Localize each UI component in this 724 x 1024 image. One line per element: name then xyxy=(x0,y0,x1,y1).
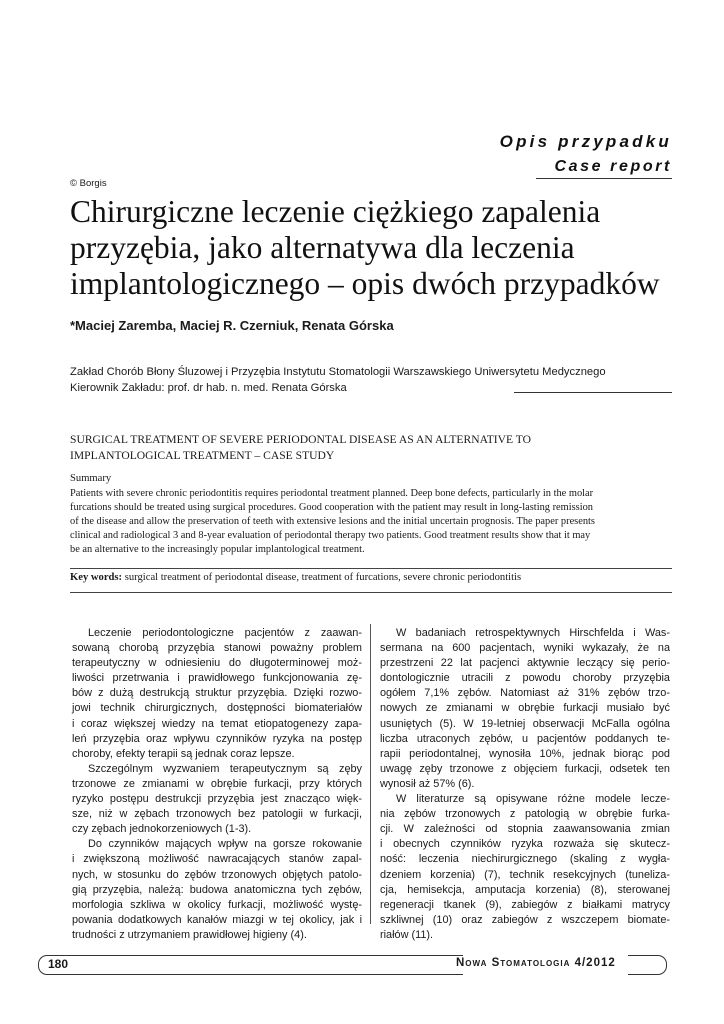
body-line: morfologia szkliwa w okolicy furkacji, możliwość wystę- xyxy=(72,898,362,911)
english-title-line: SURGICAL TREATMENT OF SEVERE PERIODONTAL DISEASE AS AN ALTERNATIVE TO xyxy=(70,433,532,446)
affiliation-divider xyxy=(514,392,672,393)
footer-frame-right xyxy=(628,955,667,975)
body-line: Szczególnym wyzwaniem terapeutycznym są zęby xyxy=(88,762,362,775)
title-line: Chirurgiczne leczenie ciężkiego zapalenia xyxy=(70,194,601,229)
body-line: cja, hemisekcja, amputacja korzenia) (8), sterowanej xyxy=(380,883,670,896)
keywords xyxy=(70,572,521,583)
affiliation-line: Kierownik Zakładu: prof. dr hab. n. med. Renata Górska xyxy=(70,382,347,394)
affiliation-line: Zakład Chorób Błony Śluzowej i Przyzębia Instytutu Stomatologii Warszawskiego Uniwersytetu Medycznego xyxy=(70,366,606,378)
summary-text xyxy=(70,487,675,557)
body-line: ność: leczenia niechirurgicznego (skaling z wygła- xyxy=(380,853,670,866)
body-line: terapeutyczny w odniesieniu do długoterminowej moż- xyxy=(72,657,362,670)
article-title xyxy=(70,194,690,302)
body-line: choroby, efekty terapii są jednak coraz lepsze. xyxy=(72,747,295,760)
body-line: Leczenie periodontologiczne pacjentów z zaawan- xyxy=(88,627,362,639)
body-line: usuniętych (5). W 19-letniej obserwacji McFalla ogólna xyxy=(380,717,670,730)
body-line: rapii periodontalnej, wynosiła 10%, jednak biorąc pod xyxy=(380,747,670,760)
body-line: sermana na 600 pacjentach, wyniki wykazały, że na xyxy=(380,642,670,655)
title-line: przyzębia, jako alternatywa dla leczenia xyxy=(70,230,575,265)
body-line: nych, w stosunku do zębów trzonowych objętych patolo- xyxy=(72,868,362,881)
body-line: powania dodatkowych kanałów miazgi w tej okolicy, jak i xyxy=(72,913,362,926)
section-label-polish: Opis przypadku xyxy=(499,132,672,151)
english-title-line: IMPLANTOLOGICAL TREATMENT – CASE STUDY xyxy=(70,449,335,462)
body-line: W literaturze są opisywane różne modele lecze- xyxy=(396,793,670,806)
body-line: sze, niż w zębach trzonowych bez patologii w furkacji, xyxy=(72,808,362,821)
english-title xyxy=(70,432,670,464)
body-line: i obecnych czynników ryzyka rozważa się skutecz- xyxy=(380,838,670,851)
body-line: dontologicznie utracili z powodu choroby przyzębia xyxy=(380,672,670,685)
body-line: cji. W zależności od stopnia zaawansowania zmian xyxy=(380,823,670,836)
summary-line: of the disease and allow the preservation of teeth with extensive lesions and the initial uncertain prognosis. The paper presents xyxy=(70,516,595,527)
body-line: liwości przetrwania i prawidłowego funkcjonowania zę- xyxy=(72,672,362,685)
summary-line: be an alternative to the increasingly popular implantological treatment. xyxy=(70,544,365,555)
body-line: dzeniem korzenia) (7), technik resekcyjnych (tuneliza- xyxy=(380,868,670,881)
body-line: Do czynników mających wpływ na gorsze rokowanie xyxy=(88,838,362,851)
body-line: uwagę zęby trzonowe z objęciem furkacji, odsetek ten xyxy=(380,762,670,775)
summary-label: Summary xyxy=(70,473,112,484)
journal-name: Nowa Stomatologia 4/2012 xyxy=(452,957,620,969)
body-line: riałów (11). xyxy=(380,928,434,941)
body-line: leń przyzębia oraz wpływu czynników ryzyka na postęp xyxy=(72,732,362,745)
body-line: jowi technik chirurgicznych, dostępności biomateriałów xyxy=(72,702,362,715)
body-line: gią przyzębia, należą: budowa anatomiczna tych zębów, xyxy=(72,883,362,896)
body-line: nia zębów trzonowych z patologią w obrębie furka- xyxy=(380,808,670,821)
authors: *Maciej Zaremba, Maciej R. Czerniuk, Renata Górska xyxy=(70,318,394,333)
footer-frame-left xyxy=(38,955,463,975)
summary-line: furcations should be treated using surgical procedures. Good cooperation with the patient may result in long-lasting remission xyxy=(70,502,593,513)
body-line: ryzyko postępu destrukcji przyzębia jest znacząco więk- xyxy=(72,793,362,806)
page-number: 180 xyxy=(48,957,69,971)
body-line: wynosił aż 57% (6). xyxy=(380,777,475,790)
column-divider xyxy=(370,624,371,924)
body-line: regeneracji tkanek (9), zabiegów z białkami matrycy xyxy=(380,898,670,911)
body-line: bów z dużą destrukcją struktur przyzębia. Dzięki rozwo- xyxy=(72,687,362,700)
keywords-bottom-rule xyxy=(70,592,672,593)
body-line: i coraz większej wiedzy na temat etiopatogenezy zapa- xyxy=(72,717,362,730)
keywords-top-rule xyxy=(70,568,672,569)
body-line: i zwiększoną możliwość nawracających stanów zapal- xyxy=(72,853,362,866)
body-column-left xyxy=(72,626,362,943)
body-line: liczba utraconych zębów, u pacjentów poddanych te- xyxy=(380,732,670,745)
title-line: implantologicznego – opis dwóch przypadków xyxy=(70,266,660,301)
body-line: trudności z utrzymaniem prawidłowej higieny (4). xyxy=(72,928,307,941)
body-line: przestrzeni 22 lat pacjenci aktywnie leczący się perio- xyxy=(380,657,670,670)
body-line: nowych ze zmianami w obrębie furkacji musiało być xyxy=(380,702,670,715)
summary-line: Patients with severe chronic periodontitis requires periodontal treatment planned. Deep bone defects, particularly in the molar xyxy=(70,488,594,499)
body-column-right xyxy=(380,626,670,943)
copyright-notice: © Borgis xyxy=(70,178,107,189)
keywords-label: Key words: xyxy=(70,572,123,583)
section-label-english: Case report xyxy=(554,158,672,175)
body-line: ogółem 7,1% zębów. Natomiast aż 31% zębów trzo- xyxy=(380,687,670,700)
body-line: trzonowe ze zmianami w obrębie furkacji, przy których xyxy=(72,777,362,790)
summary-line: clinical and radiological 3 and 8-year evaluation of periodontal therapy two patients. Good treatment results show that it may xyxy=(70,530,591,541)
body-line: czy zębach jednokorzeniowych (1-3). xyxy=(72,823,252,836)
section-divider xyxy=(536,178,672,179)
body-line: sowaną chorobą przyzębia stanowi poważny problem xyxy=(72,642,362,655)
body-line: W badaniach retrospektywnych Hirschfelda i Was- xyxy=(396,627,670,639)
keywords-text: surgical treatment of periodontal disease, treatment of furcations, severe chronic periodontitis xyxy=(122,572,522,583)
body-line: szkliwnej (10) oraz zabiegów z wszczepem biomate- xyxy=(380,913,670,926)
